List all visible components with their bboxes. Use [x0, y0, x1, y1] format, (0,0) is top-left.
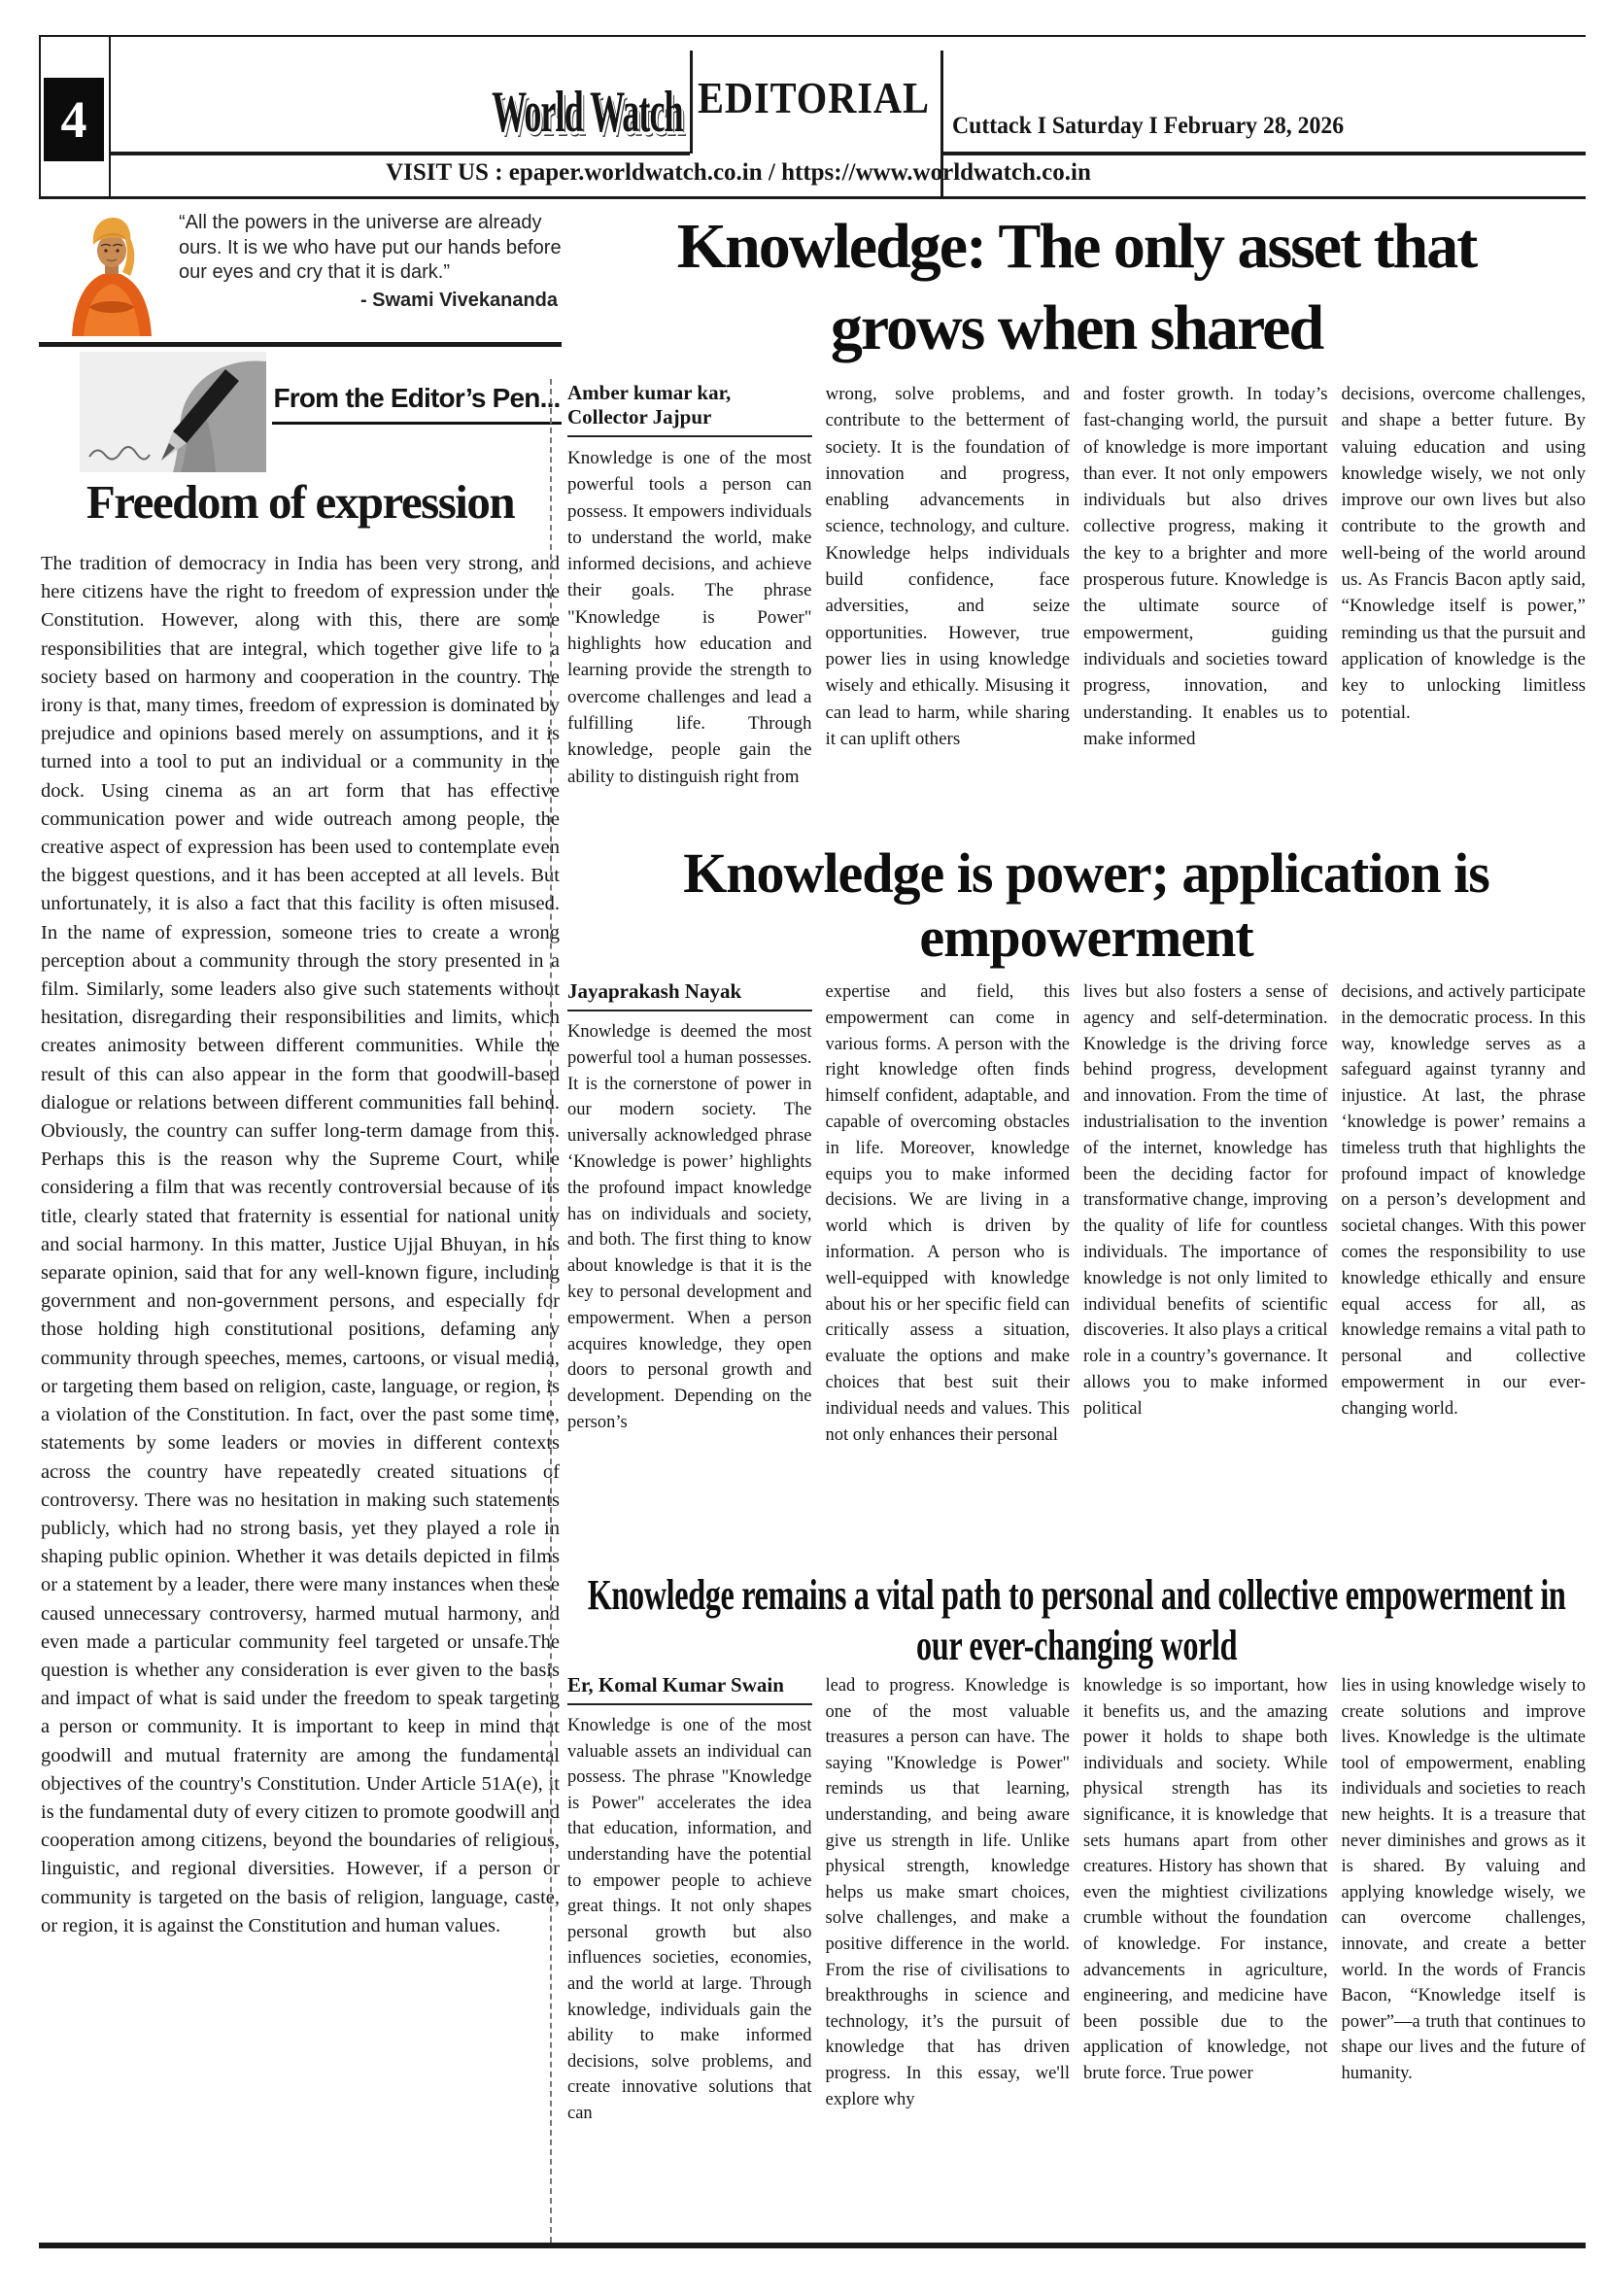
left-inner-vertical-rule — [109, 35, 111, 198]
article2-column-2 — [826, 979, 1071, 1562]
quote-bottom-rule — [39, 342, 562, 347]
article1-column-3 — [1083, 381, 1328, 841]
section-title: EDITORIAL — [698, 73, 930, 122]
page-bottom-rule — [39, 2243, 1586, 2248]
logo-divider-rule — [690, 51, 693, 154]
article1-headline: Knowledge: The only asset that grows when shared — [676, 211, 1477, 363]
article3-column-2 — [826, 1673, 1071, 2243]
article2-column-1 — [567, 979, 812, 1562]
editorial-body: The tradition of democracy in India has been very strong, and here citizens have the right to freedom of expression under the Constitution. However, along with this, there are some responsibilities that are integral, which together give life to a society based on harmony and cooperation in the country. The irony is that, many times, freedom of expression is dominated by prejudice and opinions based merely on assumptions, and it is turned into a tool to put an individual or a community in the dock. Using cinema as an art form that has effective communication power and wide outreach among people, the creative aspect of expression has been used to contemplate even the biggest questions, and it has been accepted at all levels. But unfortunately, it is also a fact that this facility is often misused. In the name of expression, someone tries to create a wrong perception about a community through the story presented in a film. Similarly, some leaders also give such statements without hesitation, disregarding their responsibilities and limits, which creates animosity between different communities. While the result of this can also appear in the form that goodwill-based dialogue or relations between different communities fall behind. Obviously, the country can suffer long-term damage from this. Perhaps this is the reason why the Supreme Court, while considering a film that was recently controversial because of its title, clearly stated that fraternity is essential for national unity and social harmony. In this matter, Justice Ujjal Bhuyan, in his separate opinion, said that for any well-known figure, including government and non-government persons, and especially for those holding high constitutional positions, defaming any community through speeches, memes, cartoons, or visual media, or targeting them based on religion, caste, language, or region, is a violation of the Constitution. In fact, over the past some time, statements by some leaders or movies in different contexts across the country have repeatedly created situations of controversy. There was no hesitation in making such statements publicly, which had no strong basis, yet they played a role in shaping public opinion. Whether it was details depicted in films or a statement by a leader, there were many instances when these caused unnecessary controversy, harmed mutual harmony, and even made a particular community feel targeted or unsafe.The question is whether any consideration is ever given to the basis and impact of what is said under the freedom to speak targeting a person or community. It is important to keep in mind that goodwill and mutual fraternity are among the fundamental objectives of the country's Constitution. Under Article 51A(e), it is the fundamental duty of every citizen to promote goodwill and cooperation among citizens, beyond the boundaries of religious, linguistic, and regional diversities. However, if a person or community is targeted on the basis of religion, language, caste, or region, it is against the Constitution and human values. — [41, 553, 560, 1936]
editors-pen-heading: From the Editor’s Pen... — [272, 383, 562, 425]
article2-columns — [567, 979, 1586, 1562]
editorial-headline: Freedom of expression — [85, 475, 515, 529]
article2-column-3 — [1083, 979, 1328, 1562]
swami-vivekananda-image — [54, 206, 169, 336]
top-rule — [39, 35, 1586, 37]
article3-text-2: lead to progress. Knowledge is one of the most valuable treasures a person can have. The saying "Knowledge is Power" reminds us that learning, understanding, and being aware give us strength in life. Unlike physical strength, knowledge helps us make smart choices, solve challenges, and make a positive difference in the world. From the rise of civilisations to breakthroughs in science and technology, it’s the pursuit of knowledge that has driven progress. In this essay, we'll explore why — [825, 1676, 1070, 2109]
article2-text-3: lives but also fosters a sense of agency and self-determination. Knowledge is the driving force behind progress, development and innovation. From the time of industrialisation to the invention of the internet, knowledge has been the deciding factor for transformative change, improving the quality of life for countless individuals. The importance of knowledge is not only limited to individual benefits of scientific discoveries. It also plays a critical role in a country’s governance. It allows you to make informed political — [1083, 982, 1328, 1419]
article3-headline — [567, 1570, 1586, 1677]
article3-text-3: knowledge is so important, how it benefits us, and the amazing power it holds to shape both individuals and society. While physical strength has its significance, it is knowledge that sets humans apart from other creatures. History has shown that even the mightiest civilizations crumble without the foundation of knowledge. For instance, advancements in agriculture, engineering, and medicine have been possible due to the application of knowledge, not brute force. True power — [1083, 1676, 1328, 2083]
quote-text: “All the powers in the universe are already ours. It is we who have put our hands before our eyes and cry that it is dark.” — [179, 212, 562, 283]
article1-byline-name: Amber kumar kar, — [567, 381, 732, 404]
article2-byline: Jayaprakash Nayak — [567, 979, 812, 1011]
article1-text-1: Knowledge is one of the most powerful tools a person can possess. It empowers individuals to understand the world, make informed decisions, and achieve their goals. The phrase "Knowledge is Power" highlights how education and learning provide the strength to overcome challenges and lead a fulfilling life. Through knowledge, people gain the ability to distinguish right from — [567, 448, 812, 787]
article1-byline-title: Collector Jajpur — [567, 405, 712, 428]
article3-column-4 — [1342, 1673, 1587, 2243]
article1-column-2 — [826, 381, 1071, 841]
article2-text-1: Knowledge is deemed the most powerful tool a human possesses. It is the cornerstone of power in our modern society. The universally acknowledged phrase ‘Knowledge is power’ highlights the profound impact knowledge has on individuals and society, and both. The first thing to know about knowledge is that it is the key to personal development and empowerment. When a person acquires knowledge, they open doors to personal growth and development. Depending on the person’s — [567, 1022, 812, 1432]
page-number-box — [44, 78, 104, 161]
article3-text-1: Knowledge is one of the most valuable assets an individual can possess. The phrase "Knowledge is Power" accelerates the idea that education, information, and understanding have the potential to empower people to achieve great things. It not only shapes personal growth but also influences societies, economies, and the world at large. Through knowledge, individuals gain the ability to make informed decisions, solve problems, and create innovative solutions that can — [567, 1716, 812, 2123]
masthead-logo-text: World Watch — [491, 80, 683, 146]
article2-text-4: decisions, and actively participate in the democratic process. In this way, knowledge serves as a safeguard against tyranny and injustice. At last, the phrase ‘knowledge is power’ remains a timeless truth that highlights the profound impact of knowledge on a person’s development and societal changes. With this power comes the responsibility to use knowledge ethically and ensure equal access for all, as knowledge remains a vital path to personal and collective empowerment in our ever-changing world. — [1341, 982, 1586, 1419]
article3-columns — [567, 1673, 1586, 2243]
article3-column-3 — [1083, 1673, 1328, 2243]
article1-text-2: wrong, solve problems, and contribute to the betterment of society. It is the foundation of innovation and progress, enabling advancements in science, technology, and culture. Knowledge helps individuals build confidence, face adversities, and seize opportunities. However, true power lies in using knowledge wisely and ethically. Misusing it can lead to harm, while sharing it can uplift others — [825, 384, 1070, 749]
article3-text-4: lies in using knowledge wisely to create solutions and improve lives. Knowledge is the ultimate tool of empowerment, enabling individuals and societies to reach new heights. It is a treasure that never diminishes and grows as it is shared. By valuing and applying knowledge wisely, we can overcome challenges, innovate, and create a better world. In the words of Francis Bacon, “Knowledge itself is power”—a truth that continues to shape our lives and the future of humanity. — [1341, 1676, 1586, 2083]
article1-column-4 — [1342, 381, 1587, 841]
masthead-rule-right — [940, 152, 1586, 155]
page-number: 4 — [60, 90, 87, 149]
article1-columns — [567, 381, 1586, 841]
masthead-logo — [484, 70, 690, 155]
article3-headline-text: Knowledge remains a vital path to personal and collective empowerment in our ever-changing world — [587, 1571, 1566, 1669]
visit-us-line: VISIT US : epaper.worldwatch.co.in / https://www.worldwatch.co.in — [386, 159, 1091, 186]
article2-headline: Knowledge is power; application is empowerment — [683, 841, 1489, 969]
article1-byline — [567, 381, 812, 437]
article1-text-3: and foster growth. In today’s fast-changing world, the pursuit of knowledge is more important than ever. It not only empowers individuals but also drives collective progress, making it the key to a brighter and more prosperous future. Knowledge is the ultimate source of empowerment, guiding individuals and societies toward progress, innovation, and understanding. It enables us to make informed — [1083, 384, 1328, 749]
article2-text-2: expertise and field, this empowerment can come in various forms. A person with the right knowledge often finds himself confident, adaptable, and capable of overcoming obstacles in life. Moreover, knowledge equips you to make informed decisions. We are living in a world which is driven by information. A person who is well-equipped with knowledge about his or her specific field can critically assess a situation, evaluate the options and make choices that best suit their individual needs and values. This not only enhances their personal — [825, 982, 1070, 1445]
column-divider-dashed — [550, 379, 552, 2243]
fountain-pen-image — [80, 352, 266, 472]
quote-box — [179, 211, 562, 313]
article3-byline: Er, Komal Kumar Swain — [567, 1673, 812, 1705]
article1-text-4: decisions, overcome challenges, and shape a better future. By valuing education and using knowledge wisely, we not only improve our own lives but also contribute to the growth and well-being of the world around us. As Francis Bacon aptly said, “Knowledge itself is power,” reminding us that the pursuit and application of knowledge is the key to unlocking limitless potential. — [1341, 384, 1586, 723]
masthead-bottom-rule — [39, 196, 1586, 199]
article2-column-4 — [1342, 979, 1587, 1562]
article1-column-1 — [567, 381, 812, 841]
quote-attribution: - Swami Vivekananda — [359, 289, 558, 311]
dateline: Cuttack I Saturday I February 28, 2026 — [952, 113, 1345, 139]
left-vertical-rule — [39, 35, 41, 198]
article3-column-1 — [567, 1673, 812, 2243]
